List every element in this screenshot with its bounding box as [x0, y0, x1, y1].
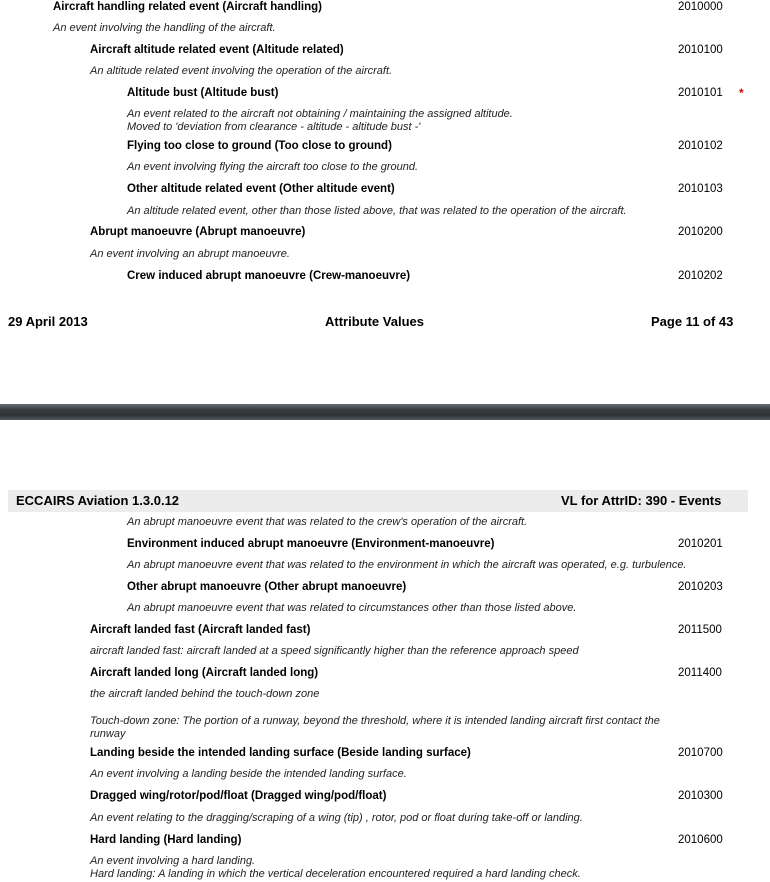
entry-code: 2010600 [678, 834, 723, 846]
entry-description: aircraft landed fast: aircraft landed at a speed significantly higher than the reference approach speed [90, 645, 579, 657]
changed-marker: * [739, 86, 744, 100]
entry-description-note: Hard landing: A landing in which the vertical deceleration encountered required a hard landing check. [90, 868, 581, 880]
entry-title: Aircraft landed long (Aircraft landed long) [90, 667, 319, 679]
entry-code: 2011400 [678, 667, 722, 679]
entry-title: Landing beside the intended landing surface (Beside landing surface) [90, 747, 471, 759]
entry-title: Crew induced abrupt manoeuvre (Crew-manoeuvre) [127, 270, 411, 282]
entry-title: Aircraft altitude related event (Altitude related) [90, 44, 344, 56]
header-app-version: ECCAIRS Aviation 1.3.0.12 [16, 493, 180, 508]
entry-code: 2011500 [678, 624, 722, 636]
entry-description: An event involving a landing beside the intended landing surface. [90, 768, 407, 780]
entry-description: An altitude related event, other than those listed above, that was related to the operation of the aircraft. [127, 205, 627, 217]
entry-title: Hard landing (Hard landing) [90, 834, 242, 846]
entry-title: Other abrupt manoeuvre (Other abrupt manoeuvre) [127, 581, 407, 593]
entry-description: An event involving an abrupt manoeuvre. [90, 248, 290, 260]
page-separator [0, 404, 770, 420]
entry-description: An abrupt manoeuvre event that was related to the environment in which the aircraft was operated, e.g. turbulence. [127, 559, 687, 571]
entry-code: 2010000 [678, 1, 723, 13]
entry-description: An abrupt manoeuvre event that was related to circumstances other than those listed above. [127, 602, 577, 614]
entry-code: 2010103 [678, 183, 723, 195]
entry-description: An event relating to the dragging/scraping of a wing (tip) , rotor, pod or float during take-off or landing. [90, 812, 583, 824]
entry-title: Dragged wing/rotor/pod/float (Dragged wing/pod/float) [90, 790, 387, 802]
entry-code: 2010203 [678, 581, 723, 593]
entry-title: Environment induced abrupt manoeuvre (Environment-manoeuvre) [127, 538, 495, 550]
entry-description: An event involving the handling of the aircraft. [53, 22, 276, 34]
entry-description-note: runway [90, 728, 126, 740]
entry-description: An altitude related event involving the operation of the aircraft. [90, 65, 393, 77]
footer-date: 29 April 2013 [8, 314, 88, 329]
entry-title: Aircraft landed fast (Aircraft landed fast) [90, 624, 311, 636]
entry-description: the aircraft landed behind the touch-down zone [90, 688, 320, 700]
entry-code: 2010202 [678, 270, 723, 282]
entry-title: Aircraft handling related event (Aircraft handling) [53, 1, 323, 13]
entry-description-note: Moved to 'deviation from clearance - altitude - altitude bust -' [127, 121, 421, 133]
entry-code: 2010102 [678, 140, 723, 152]
entry-code: 2010201 [678, 538, 723, 550]
entry-description-note: Touch-down zone: The portion of a runway, beyond the threshold, where it is intended landing aircraft first contact the [90, 715, 660, 727]
entry-description: An event related to the aircraft not obtaining / maintaining the assigned altitude. [127, 108, 513, 120]
entry-code: 2010700 [678, 747, 723, 759]
entry-code: 2010200 [678, 226, 723, 238]
entry-title: Other altitude related event (Other altitude event) [127, 183, 395, 195]
entry-title: Flying too close to ground (Too close to ground) [127, 140, 392, 152]
footer-title: Attribute Values [325, 314, 424, 329]
header-attribute-id: VL for AttrID: 390 - Events [561, 493, 722, 508]
entry-title: Abrupt manoeuvre (Abrupt manoeuvre) [90, 226, 306, 238]
entry-description: An event involving a hard landing. [90, 855, 256, 867]
entry-code: 2010100 [678, 44, 723, 56]
entry-code: 2010101 [678, 87, 723, 99]
entry-description: An abrupt manoeuvre event that was related to the crew's operation of the aircraft. [127, 516, 528, 528]
page-header [8, 490, 748, 512]
entry-description: An event involving flying the aircraft too close to the ground. [127, 161, 419, 173]
entry-code: 2010300 [678, 790, 723, 802]
footer-page-number: Page 11 of 43 [651, 314, 734, 329]
entry-title: Altitude bust (Altitude bust) [127, 87, 279, 99]
